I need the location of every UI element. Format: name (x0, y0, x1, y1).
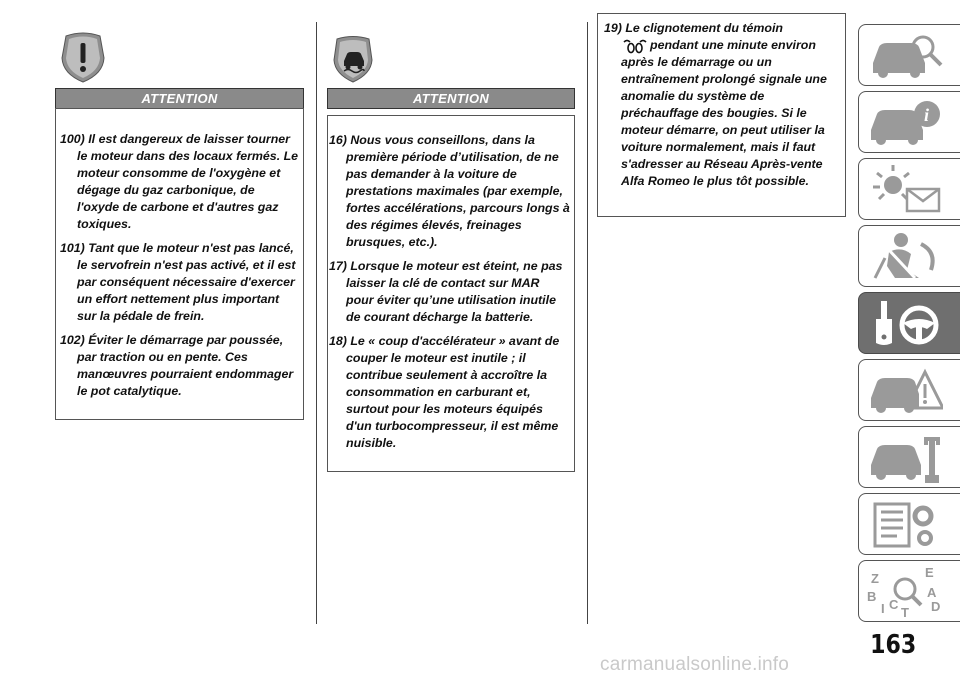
note-19-line1: 19) Le clignotement du témoin (604, 21, 783, 35)
tab-index[interactable] (858, 560, 960, 622)
index-letter: C (889, 597, 899, 612)
index-letter: Z (871, 571, 879, 586)
car-warning-triangle-icon (867, 364, 943, 416)
tab-car-diagnostics[interactable] (858, 24, 960, 86)
car-wrench-icon (867, 431, 943, 483)
car-skid-warning-icon (330, 34, 376, 84)
warning-box-col1 (55, 108, 304, 420)
tab-technical-specs[interactable] (858, 493, 960, 555)
attention-bar-col1: ATTENTION (55, 88, 304, 109)
alphabetical-index-icon (867, 565, 943, 617)
tab-warning-lights[interactable] (858, 158, 960, 220)
index-letter: D (931, 599, 941, 614)
page-number: 163 (870, 630, 917, 660)
note-19-text: pendant une minute environ après le démarrage ou un entraînement prolongé signale une anomalie du système de préchauffage des bougies. Si le moteur démarre, on peut utiliser la voiture normalement, mais il faut s'adresser au Réseau Après-vente Alfa Romeo le plus tôt possible. (621, 38, 827, 188)
note-17: 17) Lorsque le moteur est éteint, ne pas laisser la clé de contact sur MAR pour éviter qu’une utilisation inutile de courant décharge la batterie. (329, 259, 563, 324)
warning-notes-col2 (329, 132, 570, 459)
exclamation-warning-icon (58, 30, 108, 84)
tab-starting-driving[interactable] (858, 292, 960, 354)
note-100: 100) Il est dangereux de laisser tourner le moteur dans des locaux fermés. Le moteur consomme de l'oxygène et dégage du gaz carbonique, de l'oxyde de carbone et d'autres gaz toxiques. (60, 132, 299, 231)
tab-car-info[interactable] (858, 91, 960, 153)
tab-safety[interactable] (858, 225, 960, 287)
note-102: 102) Éviter le démarrage par poussée, par traction ou en pente. Ces manœuvres pourraient endommager le pot catalytique. (60, 333, 294, 398)
svg-text:i: i (924, 105, 930, 125)
specs-gear-icon (867, 498, 943, 550)
watermark: carmanualsonline.info (600, 654, 790, 675)
note-16: 16) Nous vous conseillons, dans la première période d’utilisation, de ne pas demander à la voiture de prestations maximales (par exemple, fortes accélérations, parcours longs à des régimes élevés, freinages brusques, etc.). (329, 133, 570, 249)
note-18: 18) Le « coup d'accélérateur » avant de couper le moteur est inutile ; il contribue seulement à accroître la consommation en carburant et, surtout pour les moteurs équipés d'un turbocompresseur, il est même nuisible. (329, 334, 560, 450)
seatbelt-airbag-icon (867, 230, 943, 282)
index-letter: E (925, 565, 934, 580)
note-101: 101) Tant que le moteur n'est pas lancé, le servofrein n'est pas activé, et il est par conséquent nécessaire d'exercer un effort nettement plus important sur la pédale de frein. (60, 241, 296, 323)
tab-emergency[interactable] (858, 359, 960, 421)
index-letter: I (881, 601, 885, 616)
warning-lights-icon (867, 163, 943, 215)
index-letter: B (867, 589, 877, 604)
tab-maintenance[interactable] (858, 426, 960, 488)
attention-bar-col2: ATTENTION (327, 88, 575, 109)
car-info-icon (867, 96, 943, 148)
index-letter: T (901, 605, 909, 617)
car-magnifier-icon (867, 29, 943, 81)
key-steering-wheel-icon (867, 297, 943, 349)
warning-box-col2 (327, 115, 575, 472)
column-divider-1 (316, 22, 317, 624)
note-19-body (621, 37, 842, 190)
index-letter: A (927, 585, 937, 600)
column-divider-2 (587, 22, 588, 624)
warning-notes-col1 (60, 131, 300, 407)
